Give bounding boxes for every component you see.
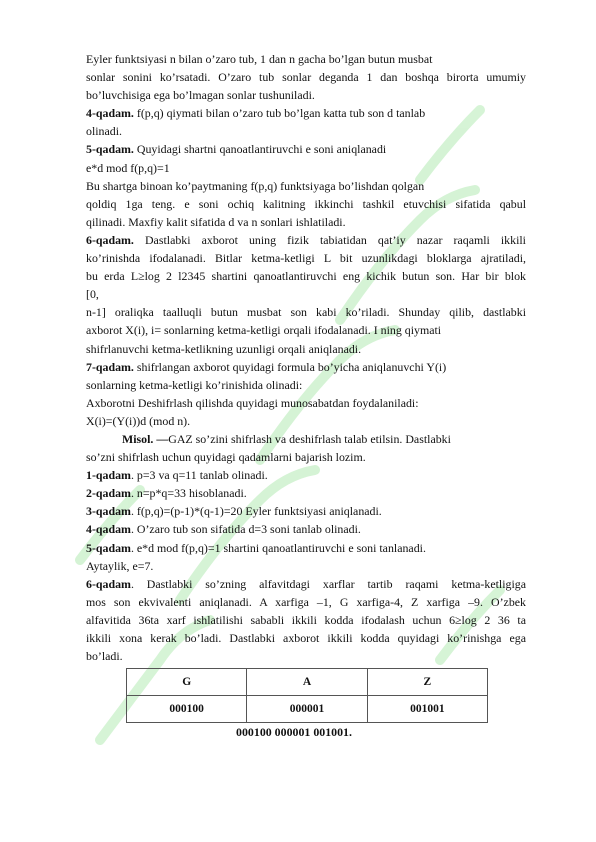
document-page [86,50,526,741]
step-text: f(p,q) qiymati bilan o’zaro tub bo’lgan katta tub son d tanlab [133,106,426,121]
step-label: 6-qadam [86,576,131,591]
paragraph-line: qilinadi. Maxfiy kalit sifatida d va n sonlari ishlatiladi. [86,214,346,229]
paragraph-line: bu erda L≥log 2 l2345 shartini qanoatlantiruvchi eng kichik butun son. Har bir blok [86,269,526,284]
step-text: shifrlangan axborot quyidagi formula bo’yicha aniqlanuvchi Y(i) [133,359,447,374]
table-row [127,696,488,723]
binary-code-table [126,668,488,723]
step-label: 1-qadam [86,468,131,483]
binary-result: 000100 000001 001001. [236,725,352,740]
paragraph-line: mos son ekvivalenti aniqlanadi. A xarfiga –1, G xarfiga-4, Z xarfiga –9. O’zbek [86,594,526,609]
step-label: 2-qadam [86,486,131,501]
step-label: 6-qadam. [86,232,134,247]
paragraph-line: ikkili xona kerak bo’ladi. Dastlabki axborot ikkili kodda quyidagi ko’rinishga ega [86,631,526,645]
table-cell: 001001 [367,696,487,723]
paragraph-line: sonlarning ketma-ketligi ko’rinishida olinadi: [86,377,303,392]
paragraph-line [86,502,526,520]
paragraph-line: n-1] oraliqka taalluqli butun musbat son kabi ko’riladi. Shunday qilib, dastlabki [86,305,526,320]
paragraph-line: qoldiq 1ga teng. e soni ochiq kalitning ikkinchi tashkil etuvchisi sifatida qabul [86,196,526,211]
step-label: 4-qadam. [86,106,134,121]
step-text: . Dastlabki so’zning alfavitdagi xarflar tartib raqami ketma-ketligiga [130,576,526,591]
step-label: 5-qadam. [86,142,134,157]
paragraph-line [86,539,526,557]
paragraph-line: shifrlanuvchi ketma-ketlikning uzunligi orqali aniqlanadi. [86,341,362,356]
paragraph-line: ko’rinishda ifodalanadi. Bitlar ketma-ketligi L bit uzunlikdagi bloklarga ajratiladi, [86,251,526,266]
paragraph-line [86,430,526,448]
step-label: 7-qadam. [86,359,134,374]
paragraph-line: axborot X(i), i= sonlarning ketma-ketligi orqali ifodalanadi. I ning qiymati [86,323,442,338]
paragraph-line: Aytaylik, e=7. [86,558,154,573]
example-label: Misol. — [122,431,169,446]
paragraph-line [86,575,526,593]
paragraph-line: bo’ladi. [86,649,123,664]
step-text: . O’zaro tub son sifatida d=3 soni tanlab olinadi. [130,522,361,537]
paragraph-line [86,520,526,538]
paragraph-line [86,466,526,484]
paragraph-line: Eyler funktsiyasi n bilan o’zaro tub, 1 dan n gacha bo’lgan butun musbat [86,52,433,66]
table-header-cell: G [127,669,247,696]
example-text: GAZ so’zini shifrlash va deshifrlash talab etilsin. Dastlabki [168,431,451,446]
table-cell: 000001 [247,696,367,723]
step-label: 5-qadam [86,540,131,555]
paragraph-line: sonlar sonini ko’rsatadi. O’zaro tub sonlar deganda 1 dan boshqa birorta umumiy [86,70,526,85]
paragraph-line [86,140,526,158]
paragraph-line: olinadi. [86,124,122,139]
paragraph-line [86,104,526,122]
step-text: . f(p,q)=(p-1)*(q-1)=20 Eyler funktsiyasi aniqlanadi. [130,504,382,519]
paragraph-line: bo’luvchisiga ega bo’lmagan sonlar tushuniladi. [86,88,315,103]
step-label: 3-qadam [86,504,131,519]
step-text: . p=3 va q=11 tanlab olinadi. [130,468,268,483]
step-label: 4-qadam [86,522,131,537]
step-text: . e*d mod f(p,q)=1 shartini qanoatlantiruvchi e soni tanlanadi. [130,540,426,555]
formula-line: X(i)=(Y(i))d (mod n). [86,413,191,428]
paragraph-line: [0, [86,287,99,302]
table-cell: 000100 [127,696,247,723]
table-header-row [127,669,488,696]
paragraph-line: Axborotni Deshifrlash qilishda quyidagi munosabatdan foydalaniladi: [86,395,419,410]
table-header-cell: A [247,669,367,696]
step-text: Quyidagi shartni qanoatlantiruvchi e soni aniqlanadi [133,142,387,157]
table-header-cell: Z [367,669,487,696]
paragraph-line [86,231,526,249]
paragraph-line: Bu shartga binoan ko’paytmaning f(p,q) funktsiyaga bo’lishdan qolgan [86,178,425,193]
paragraph-line: alfavitida 36ta xarf ishlatilishi sababli ikkili kodda ifodalash uchun 6≥log 2 36 ta [86,612,526,627]
paragraph-line [86,358,526,376]
step-text: Dastlabki axborot uning fizik tabiatidan qat’iy nazar raqamli ikkili [133,232,526,247]
paragraph-line [86,484,526,502]
step-text: . n=p*q=33 hisoblanadi. [130,486,247,501]
formula-line: e*d mod f(p,q)=1 [86,160,170,175]
paragraph-line: so’zni shifrlash uchun quyidagi qadamlarni bajarish lozim. [86,450,366,465]
